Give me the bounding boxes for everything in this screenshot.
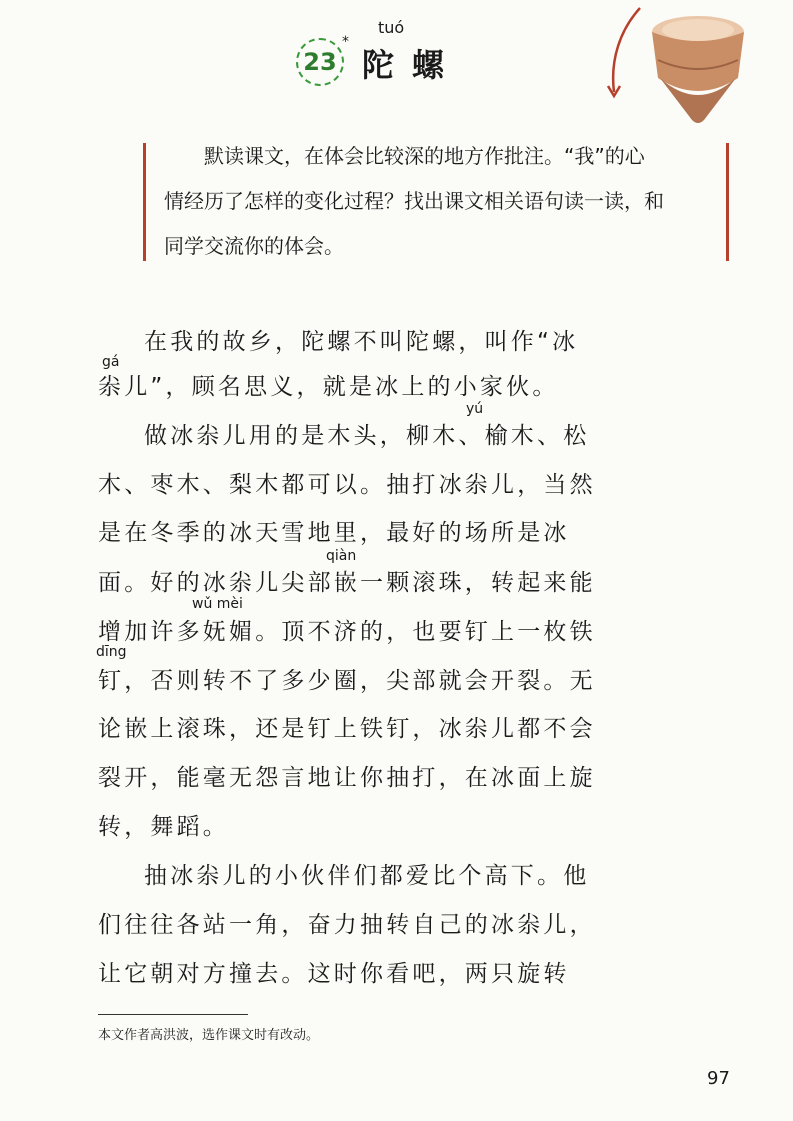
title-pinyin: tuó — [378, 18, 405, 37]
body-line: 让它朝对方撞去。这时你看吧，两只旋转 — [98, 961, 570, 987]
footnote-divider — [98, 1014, 248, 1015]
body-line: 是在冬季的冰天雪地里，最好的场所是冰 — [98, 520, 570, 546]
footnote: 本文作者高洪波，选作课文时有改动。 — [98, 1028, 320, 1043]
page-number: 97 — [707, 1068, 730, 1089]
body-line: 在我的故乡，陀螺不叫陀螺，叫作“冰 — [144, 329, 579, 355]
page-title: 陀螺 — [362, 46, 463, 84]
body-line: 面。好的冰尜儿尖部嵌一颗滚珠，转起来能 — [98, 570, 596, 596]
body-line: 裂开，能毫无怨言地让你抽打，在冰面上旋 — [98, 765, 596, 791]
body-line: 钉，否则转不了多少圈，尖部就会开裂。无 — [98, 668, 596, 694]
pinyin-annotation: wǔ mèi — [192, 596, 243, 612]
body-line: 尜儿”，顾名思义，就是冰上的小家伙。 — [98, 374, 559, 400]
pinyin-annotation: qiàn — [326, 548, 357, 564]
instruction-line: 默读课文，在体会比较深的地方作批注。“我”的心 — [204, 144, 645, 168]
spinning-top-illustration — [600, 0, 760, 130]
body-line: 增加许多妩媚。顶不济的，也要钉上一枚铁 — [98, 619, 596, 645]
lesson-star: * — [342, 34, 349, 50]
body-line: 论嵌上滚珠，还是钉上铁钉，冰尜儿都不会 — [98, 716, 596, 742]
instruction-right-rule — [726, 143, 729, 261]
body-line: 们往往各站一角，奋力抽转自己的冰尜儿， — [98, 912, 596, 938]
instruction-line: 同学交流你的体会。 — [164, 234, 344, 258]
instruction-left-rule — [143, 143, 146, 261]
pinyin-annotation: yú — [466, 401, 484, 417]
lesson-number: 23 — [296, 38, 344, 86]
instruction-line: 情经历了怎样的变化过程？找出课文相关语句读一读，和 — [164, 189, 664, 213]
body-line: 木、枣木、梨木都可以。抽打冰尜儿，当然 — [98, 472, 596, 498]
body-line: 抽冰尜儿的小伙伴们都爱比个高下。他 — [144, 863, 590, 889]
pinyin-annotation: gá — [102, 354, 120, 370]
pinyin-annotation: dīng — [96, 644, 127, 660]
body-line: 转，舞蹈。 — [98, 814, 229, 840]
body-line: 做冰尜儿用的是木头，柳木、榆木、松 — [144, 423, 590, 449]
